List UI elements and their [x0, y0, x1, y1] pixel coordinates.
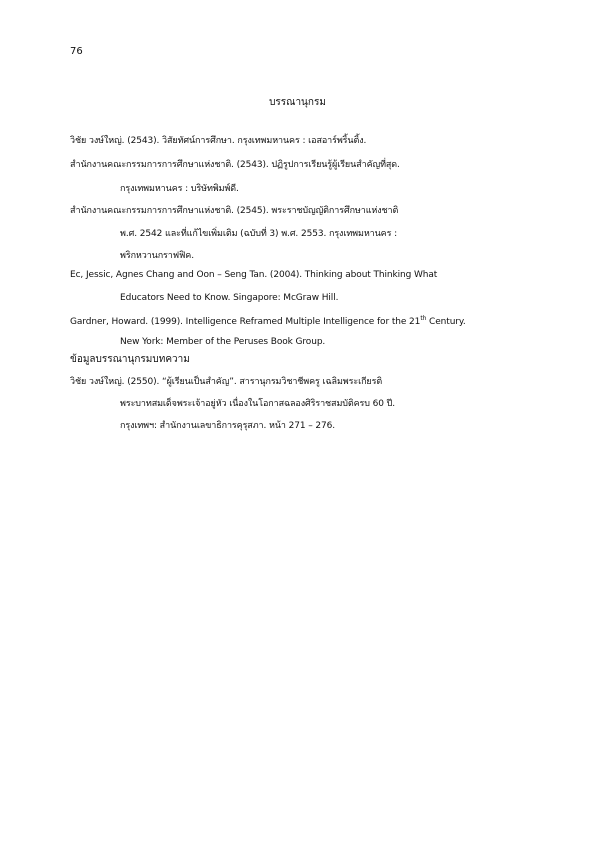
reference-3-line-1: สำนักงานคณะกรรมการการศึกษาแห่งชาติ. (2545). พระราชบัญญัติการศึกษาแห่งชาติ — [70, 206, 399, 216]
article-line-1: วิชัย วงษ์ใหญ่. (2550). “ผู้เรียนเป็นสำคัญ”. สารานุกรมวิชาชีพครู เฉลิมพระเกียรติ — [70, 377, 383, 387]
reference-4-line-1: Ec, Jessic, Agnes Chang and Oon – Seng Tan. (2004). Thinking about Thinking What — [70, 270, 438, 280]
reference-5-line-2: New York: Member of the Peruses Book Group. — [120, 337, 326, 347]
reference-5-text-pre: Gardner, Howard. (1999). Intelligence Reframed Multiple Intelligence for the 21 — [70, 317, 421, 327]
reference-3-line-3: พริกหวานกราฟฟิค. — [120, 251, 194, 261]
reference-5-line-1 — [70, 315, 466, 327]
article-line-3: กรุงเทพฯ: สำนักงานเลขาธิการคุรุสภา. หน้า 271 – 276. — [120, 421, 336, 431]
reference-2-line-2: กรุงเทพมหานคร : บริษัทพิมพ์ดี. — [120, 184, 239, 194]
page-number: 76 — [70, 46, 83, 57]
reference-1-line-1: วิชัย วงษ์ใหญ่. (2543). วิสัยทัศน์การศึกษา. กรุงเทพมหานคร : เอสอาร์พริ้นติ้ง. — [70, 136, 367, 146]
reference-5-text-post: Century. — [426, 317, 466, 327]
reference-5-superscript: th — [420, 315, 427, 322]
reference-3-line-2: พ.ศ. 2542 และที่แก้ไขเพิ่มเติม (ฉบับที่ 3) พ.ศ. 2553. กรุงเทพมหานคร : — [120, 229, 398, 239]
reference-2-line-1: สำนักงานคณะกรรมการการศึกษาแห่งชาติ. (2543). ปฏิรูปการเรียนรู้ผู้เรียนสำคัญที่สุด. — [70, 160, 400, 170]
article-line-2: พระบาทสมเด็จพระเจ้าอยู่หัว เนื่องในโอกาสฉลองศิริราชสมบัติครบ 60 ปี. — [120, 399, 396, 409]
section-heading: ข้อมูลบรรณานุกรมบทความ — [70, 354, 190, 365]
reference-4-line-2: Educators Need to Know. Singapore: McGraw Hill. — [120, 293, 339, 303]
page-title: บรรณานุกรม — [269, 97, 326, 108]
